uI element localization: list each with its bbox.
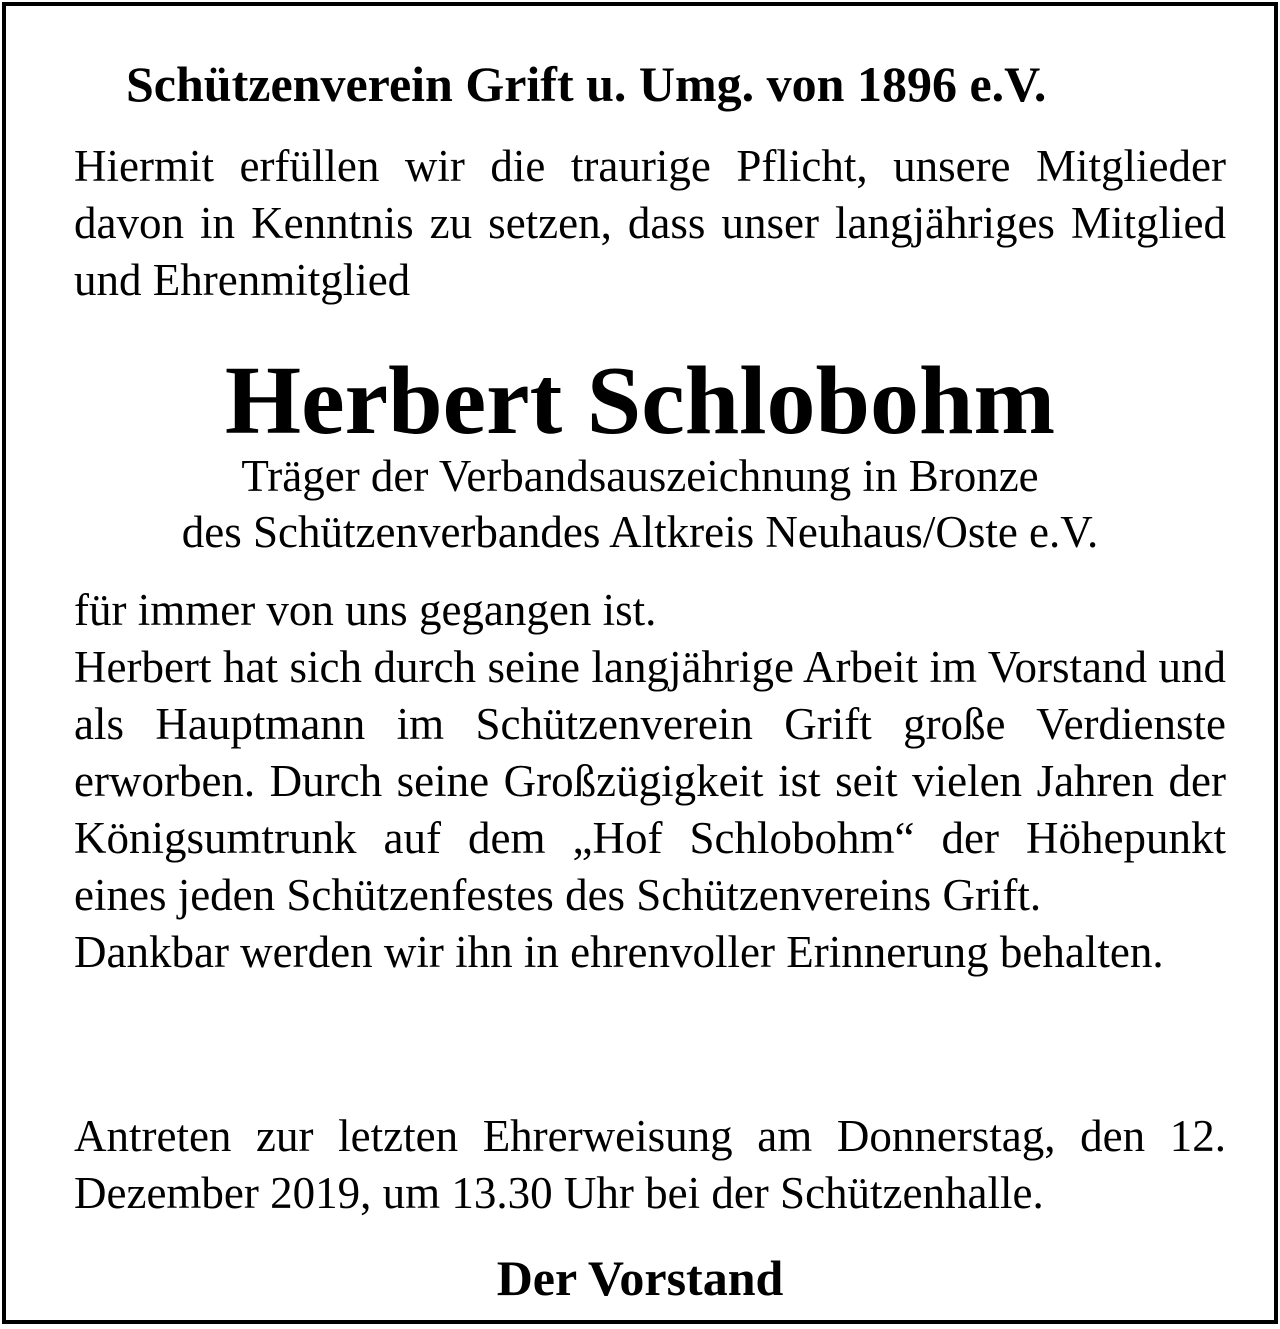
award-line-2: des Schützenverbandes Altkreis Neuhaus/Oste e.V. xyxy=(181,507,1099,557)
intro-paragraph: Hiermit erfüllen wir die traurige Pflicht, unsere Mitglieder davon in Kenntnis zu setzen, dass unser langjähriges Mitglied und Ehrenmitglied xyxy=(74,141,1226,305)
signature: Der Vorstand xyxy=(496,1250,784,1306)
award-line-1: Träger der Verbandsauszeichnung in Bronze xyxy=(241,451,1039,501)
obituary-notice xyxy=(2,2,1278,1324)
service-details: Antreten zur letzten Ehrerweisung am Donnerstag, den 12. Dezember 2019, um 13.30 Uhr bei der Schützenhalle. xyxy=(74,1111,1226,1218)
deceased-name: Herbert Schlobohm xyxy=(224,347,1056,455)
body-text xyxy=(74,582,1226,981)
organization-heading: Schützenverein Grift u. Umg. von 1896 e.V. xyxy=(126,56,1047,112)
remembrance-sentence: Dankbar werden wir ihn in ehrenvoller Erinnerung behalten. xyxy=(74,927,1164,977)
passing-sentence: für immer von uns gegangen ist. xyxy=(74,585,657,635)
tribute-paragraph: Herbert hat sich durch seine langjährige Arbeit im Vorstand und als Hauptmann im Schützenverein Grift große Verdienste erworben. Durch seine Großzügigkeit ist seit vielen Jahren der Königsumtrunk auf dem „Hof Schlobohm“ der Höhepunkt eines jeden Schützenfestes des Schützenvereins Grift. xyxy=(74,642,1226,920)
